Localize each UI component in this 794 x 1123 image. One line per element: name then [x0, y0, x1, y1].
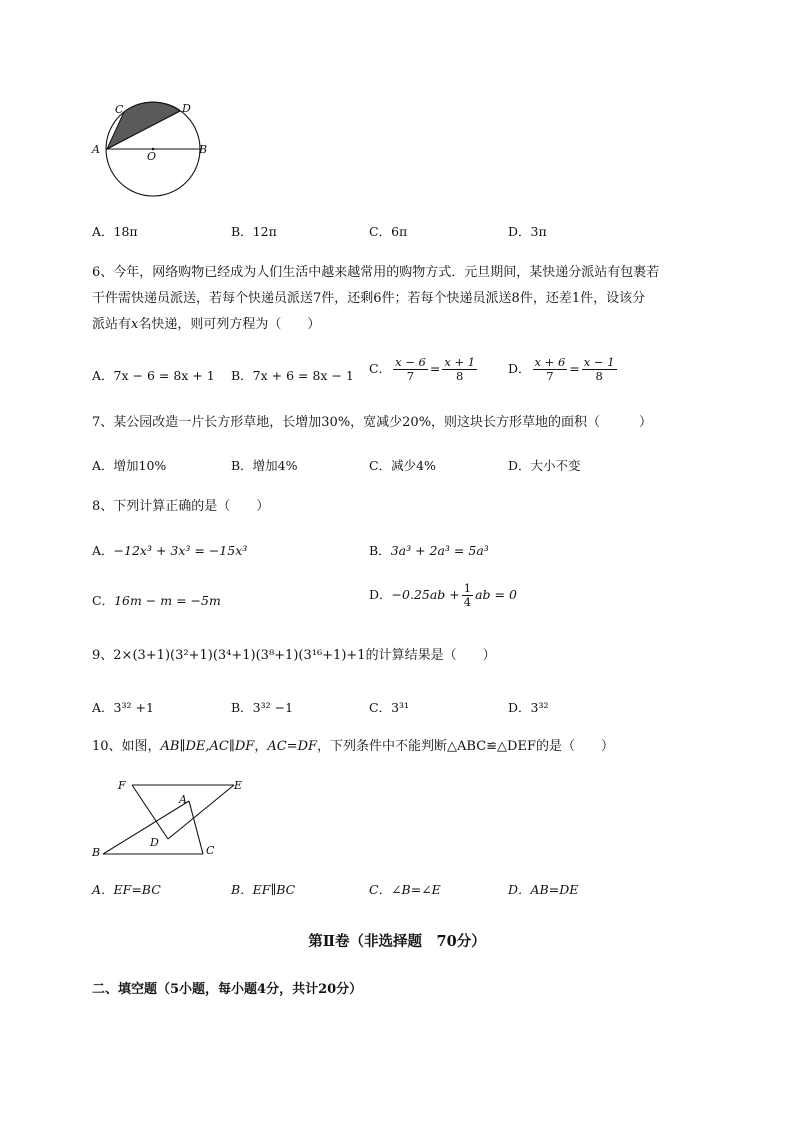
q9-stem [92, 643, 732, 669]
q10-stem-d: AC=DF [267, 739, 318, 754]
q6-variable: x [131, 317, 139, 332]
label-a: A [92, 143, 100, 156]
q9-option-b[interactable]: B．3³² −1 [231, 700, 294, 715]
frac-den: 8 [595, 369, 603, 383]
q6-option-c-frac-1 [393, 356, 428, 383]
equals-sign: = [429, 361, 441, 376]
q5-option-c[interactable]: C．6π [369, 224, 408, 239]
q5-option-b[interactable]: B．12π [231, 224, 277, 239]
q6-stem [92, 260, 732, 338]
q8-option-a[interactable] [92, 541, 247, 559]
frac-den: 8 [456, 369, 464, 383]
q10-stem-e: ，下列条件中不能判断△ABC≌△DEF的是（ ） [317, 739, 614, 754]
label-b: B [92, 846, 101, 859]
q10-option-c[interactable]: C．∠B=∠E [369, 882, 441, 897]
q7-stem: 7、某公园改造一片长方形草地，长增加30%，宽减少20%，则这块长方形草地的面积（ ） [92, 415, 653, 430]
circle-figure [90, 96, 220, 206]
q9-option-c[interactable]: C．3³¹ [369, 700, 410, 715]
triangles-figure [88, 774, 258, 860]
label-d: D [182, 102, 191, 115]
option-expression: −12x³ + 3x³ = −15x³ [113, 543, 248, 558]
q5-option-d[interactable]: D．3π [508, 224, 547, 239]
q9-option-d[interactable]: D．3³² [508, 700, 549, 715]
q9-label: 9、 [92, 648, 114, 663]
q8-option-d[interactable] [369, 582, 517, 609]
frac-num: 1 [463, 581, 472, 595]
frac-num: x + 6 [534, 355, 566, 369]
q10-stem-c: ， [254, 739, 268, 754]
q6-option-d-frac-1 [533, 356, 568, 383]
option-label: D． [369, 587, 392, 602]
equals-sign: = [569, 361, 580, 376]
frac-num: x − 6 [395, 355, 426, 369]
q6-option-d-frac-2 [582, 356, 617, 383]
option-label: B． [369, 543, 391, 558]
frac-num: x + 1 [444, 355, 476, 369]
q6-option-c-frac-2 [442, 356, 477, 383]
q6-option-a[interactable]: A．7x − 6 = 8x + 1 [92, 368, 215, 383]
q6-option-c-label: C． [369, 361, 392, 376]
label-c: C [206, 844, 215, 857]
q6-option-c[interactable] [369, 356, 479, 383]
frac-den: 7 [406, 369, 415, 383]
option-expression-pre: −0.25ab + [391, 587, 460, 602]
q7-option-b[interactable]: B．增加4% [231, 458, 298, 473]
q8-option-c[interactable] [92, 591, 221, 609]
label-a: A [179, 793, 187, 806]
q7-option-d[interactable]: D．大小不变 [508, 458, 581, 473]
q6-line-1: 6、今年，网络购物已经成为人们生活中越来越常用的购物方式．元旦期间，某快递分派站有包裹若 [92, 265, 660, 280]
label-f: F [118, 779, 126, 792]
q6-line-3-a: 派站有 [92, 317, 132, 332]
q7-option-a[interactable]: A．增加10% [92, 458, 167, 473]
part-title: 二、填空题（5小题，每小题4分，共计20分） [92, 982, 363, 997]
label-b: B [199, 143, 208, 156]
q9-stem-tail: 的计算结果是（ ） [365, 648, 496, 663]
q9-option-a[interactable]: A．3³² +1 [92, 700, 154, 715]
option-expression-post: ab = 0 [475, 587, 517, 602]
q6-option-b[interactable]: B．7x + 6 = 8x − 1 [231, 368, 354, 383]
q8-option-b[interactable] [369, 541, 489, 559]
q10-stem-a: 10、如图， [92, 739, 161, 754]
option-expression: 3a³ + 2a³ = 5a³ [390, 543, 489, 558]
q10-option-d[interactable]: D．AB=DE [508, 882, 579, 897]
label-e: E [234, 779, 243, 792]
option-label: C． [92, 593, 115, 608]
frac-num: x − 1 [583, 355, 615, 369]
q6-option-d[interactable] [508, 356, 619, 383]
option-label: A． [92, 543, 114, 558]
q10-stem-b: AB∥DE,AC∥DF [160, 739, 255, 754]
q10-option-b[interactable]: B．EF∥BC [231, 882, 296, 897]
frac-den: 7 [546, 369, 554, 383]
q10-stem [92, 734, 732, 760]
frac-den: 4 [463, 595, 472, 609]
label-c: C [115, 103, 124, 116]
q9-expression: 2×(3+1)(3²+1)(3⁴+1)(3⁸+1)(3¹⁶+1)+1 [113, 648, 366, 663]
section-title: 第Ⅱ卷（非选择题 70分） [308, 933, 486, 950]
label-d: D [150, 836, 159, 849]
q10-option-a[interactable]: A．EF=BC [92, 882, 161, 897]
q6-option-d-label: D． [508, 361, 531, 376]
q8-option-d-frac [462, 582, 473, 609]
q6-line-3 [92, 312, 732, 338]
q8-stem: 8、下列计算正确的是（ ） [92, 499, 270, 514]
q7-option-c[interactable]: C．减少4% [369, 458, 436, 473]
option-expression: 16m − m = −5m [114, 593, 221, 608]
q6-line-2: 干件需快递员派送，若每个快递员派送7件，还剩6件；若每个快递员派送8件，还差1件，设该分 [92, 291, 646, 306]
q5-option-a[interactable]: A．18π [92, 224, 138, 239]
label-o: O [147, 150, 157, 163]
q6-line-3-b: 名快递，则可列方程为（ ） [138, 317, 321, 332]
